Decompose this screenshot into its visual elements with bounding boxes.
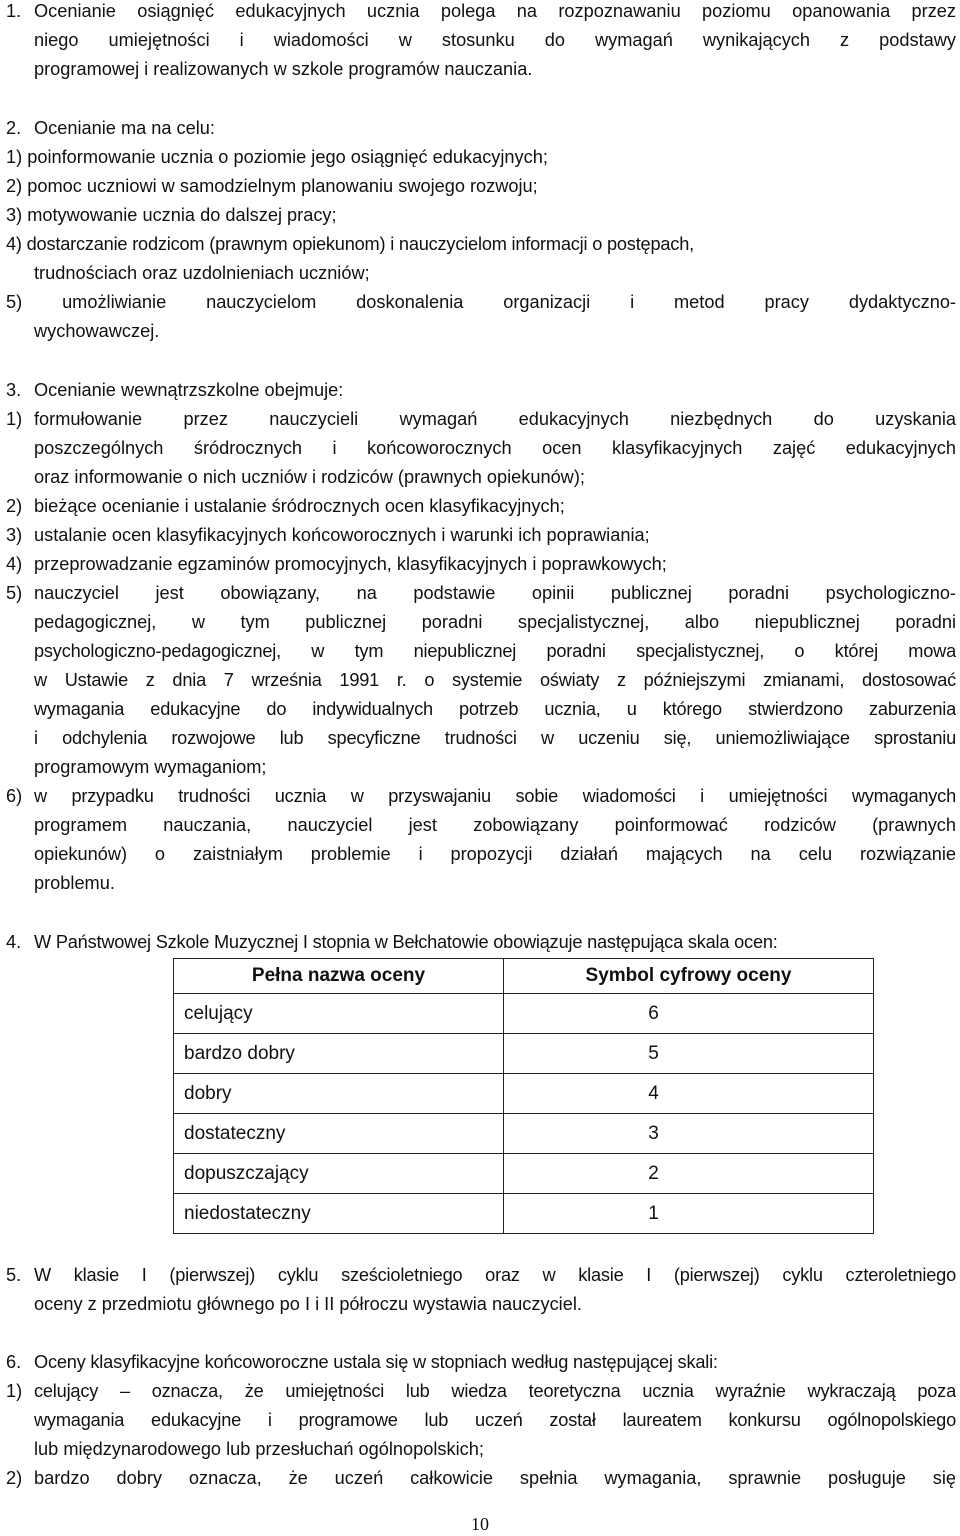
- section-1: [6, 0, 956, 84]
- paragraph-line: oceny z przedmiotu głównego po I i II półroczu wystawia nauczyciel.: [34, 1294, 582, 1314]
- list-item-line: w Ustawie z dnia 7 września 1991 r. o systemie oświaty z późniejszymi zmianami, dostosować: [34, 670, 956, 690]
- item-number: 4): [6, 554, 23, 574]
- item-number: 5): [6, 583, 23, 603]
- section-title: Ocenianie ma na celu:: [34, 118, 215, 138]
- section-number: 6.: [6, 1352, 22, 1372]
- list-item-line: poszczególnych śródrocznych i końcoworocznych ocen klasyfikacyjnych zajęć edukacyjnych: [34, 438, 956, 458]
- item-number: 6): [6, 786, 23, 806]
- grade-symbol: 4: [504, 1074, 874, 1114]
- paragraph-line: Ocenianie osiągnięć edukacyjnych ucznia polega na rozpoznawaniu poziomu opanowania przez: [34, 1, 956, 21]
- list-item-line: psychologiczno-pedagogicznej, w tym niepublicznej poradni specjalistycznej, o której mowa: [34, 641, 956, 661]
- list-item: 5) umożliwianie nauczycielom doskonalenia organizacji i metod pracy dydaktyczno-: [6, 292, 956, 312]
- paragraph-line: programowej i realizowanych w szkole programów nauczania.: [34, 59, 533, 79]
- list-item-continuation: trudnościach oraz uzdolnieniach uczniów;: [34, 263, 370, 283]
- list-item-line: programem nauczania, nauczyciel jest zobowiązany poinformować rodziców (prawnych: [34, 815, 956, 835]
- list-item-line: i odchylenia rozwojowe lub specyficzne trudności w uczeniu się, uniemożliwiające sprostaniu: [34, 728, 956, 748]
- list-item-line: wymagania edukacyjne i programowe lub uczeń został laureatem konkursu ogólnopolskiego: [34, 1410, 956, 1430]
- grade-symbol: 6: [504, 994, 874, 1034]
- section-6: [6, 1348, 956, 1493]
- grade-scale-table: [173, 958, 874, 1234]
- list-item: 2) pomoc uczniowi w samodzielnym planowaniu swojego rozwoju;: [6, 176, 538, 196]
- list-item: 4) dostarczanie rodzicom (prawnym opiekunom) i nauczycielom informacji o postępach,: [6, 234, 694, 254]
- grade-name: dopuszczający: [174, 1154, 504, 1194]
- table-row: [174, 1194, 874, 1234]
- section-4: [6, 928, 956, 957]
- list-item-line: w przypadku trudności ucznia w przyswajaniu sobie wiadomości i umiejętności wymaganych: [34, 786, 956, 806]
- section-title: Oceny klasyfikacyjne końcoworoczne ustala się w stopniach według następującej skali:: [34, 1352, 718, 1372]
- item-number: 1): [6, 1381, 23, 1401]
- section-2: [6, 114, 956, 346]
- grade-name: dobry: [174, 1074, 504, 1114]
- item-number: 2): [6, 496, 23, 516]
- grade-name: celujący: [174, 994, 504, 1034]
- paragraph-line: W klasie I (pierwszej) cyklu sześcioletniego oraz w klasie I (pierwszej) cyklu czteroletniego: [34, 1265, 956, 1285]
- list-item-line: formułowanie przez nauczycieli wymagań edukacyjnych niezbędnych do uzyskania: [34, 409, 956, 429]
- page-number: 10: [471, 1514, 489, 1534]
- paragraph-line: niego umiejętności i wiadomości w stosunku do wymagań wynikających z podstawy: [34, 30, 956, 50]
- section-number: 5.: [6, 1265, 22, 1285]
- table-row: [174, 1154, 874, 1194]
- list-item-continuation: wychowawczej.: [34, 321, 160, 341]
- grade-symbol: 1: [504, 1194, 874, 1234]
- column-header: Pełna nazwa oceny: [174, 959, 504, 994]
- list-item: 1) poinformowanie ucznia o poziomie jego osiągnięć edukacyjnych;: [6, 147, 548, 167]
- section-number: 3.: [6, 380, 22, 400]
- section-title: Ocenianie wewnątrzszkolne obejmuje:: [34, 380, 344, 400]
- list-item-line: oraz informowanie o nich uczniów i rodziców (prawnych opiekunów);: [34, 467, 585, 487]
- item-number: 2): [6, 1468, 23, 1488]
- grade-symbol: 3: [504, 1114, 874, 1154]
- table-header-row: [174, 959, 874, 994]
- list-item-line: problemu.: [34, 873, 115, 893]
- list-item-line: ustalanie ocen klasyfikacyjnych końcoworocznych i warunki ich poprawiania;: [34, 525, 650, 545]
- item-number: 1): [6, 409, 23, 429]
- list-item-line: przeprowadzanie egzaminów promocyjnych, klasyfikacyjnych i poprawkowych;: [34, 554, 667, 574]
- section-number: 1.: [6, 1, 22, 21]
- column-header: Symbol cyfrowy oceny: [504, 959, 874, 994]
- section-number: 2.: [6, 118, 22, 138]
- list-item-line: pedagogicznej, w tym publicznej poradni specjalistycznej, albo niepublicznej poradni: [34, 612, 956, 632]
- table-row: [174, 1114, 874, 1154]
- list-item-line: opiekunów) o zaistniałym problemie i propozycji działań mających na celu rozwiązanie: [34, 844, 956, 864]
- grade-symbol: 2: [504, 1154, 874, 1194]
- section-3: [6, 376, 956, 898]
- list-item-line: celujący – oznacza, że umiejętności lub wiedza teoretyczna ucznia wyraźnie wykraczają poza: [34, 1381, 956, 1401]
- list-item-line: lub międzynarodowego lub przesłuchań ogólnopolskich;: [34, 1439, 484, 1459]
- grade-name: dostateczny: [174, 1114, 504, 1154]
- list-item-line: wymagania edukacyjne do indywidualnych potrzeb ucznia, u którego stwierdzono zaburzenia: [34, 699, 956, 719]
- item-number: 3): [6, 525, 23, 545]
- list-item-line: nauczyciel jest obowiązany, na podstawie opinii publicznej poradni psychologiczno-: [34, 583, 956, 603]
- section-number: 4.: [6, 932, 22, 952]
- list-item-line: bieżące ocenianie i ustalanie śródrocznych ocen klasyfikacyjnych;: [34, 496, 565, 516]
- section-5: [6, 1261, 956, 1319]
- table-row: [174, 994, 874, 1034]
- list-item: 3) motywowanie ucznia do dalszej pracy;: [6, 205, 337, 225]
- section-title: W Państwowej Szkole Muzycznej I stopnia w Bełchatowie obowiązuje następująca skala ocen:: [34, 932, 778, 952]
- grade-name: niedostateczny: [174, 1194, 504, 1234]
- table-row: [174, 1034, 874, 1074]
- list-item-line: programowym wymaganiom;: [34, 757, 267, 777]
- grade-name: bardzo dobry: [174, 1034, 504, 1074]
- table-row: [174, 1074, 874, 1114]
- list-item-line: bardzo dobry oznacza, że uczeń całkowicie spełnia wymagania, sprawnie posługuje się: [34, 1468, 956, 1488]
- grade-symbol: 5: [504, 1034, 874, 1074]
